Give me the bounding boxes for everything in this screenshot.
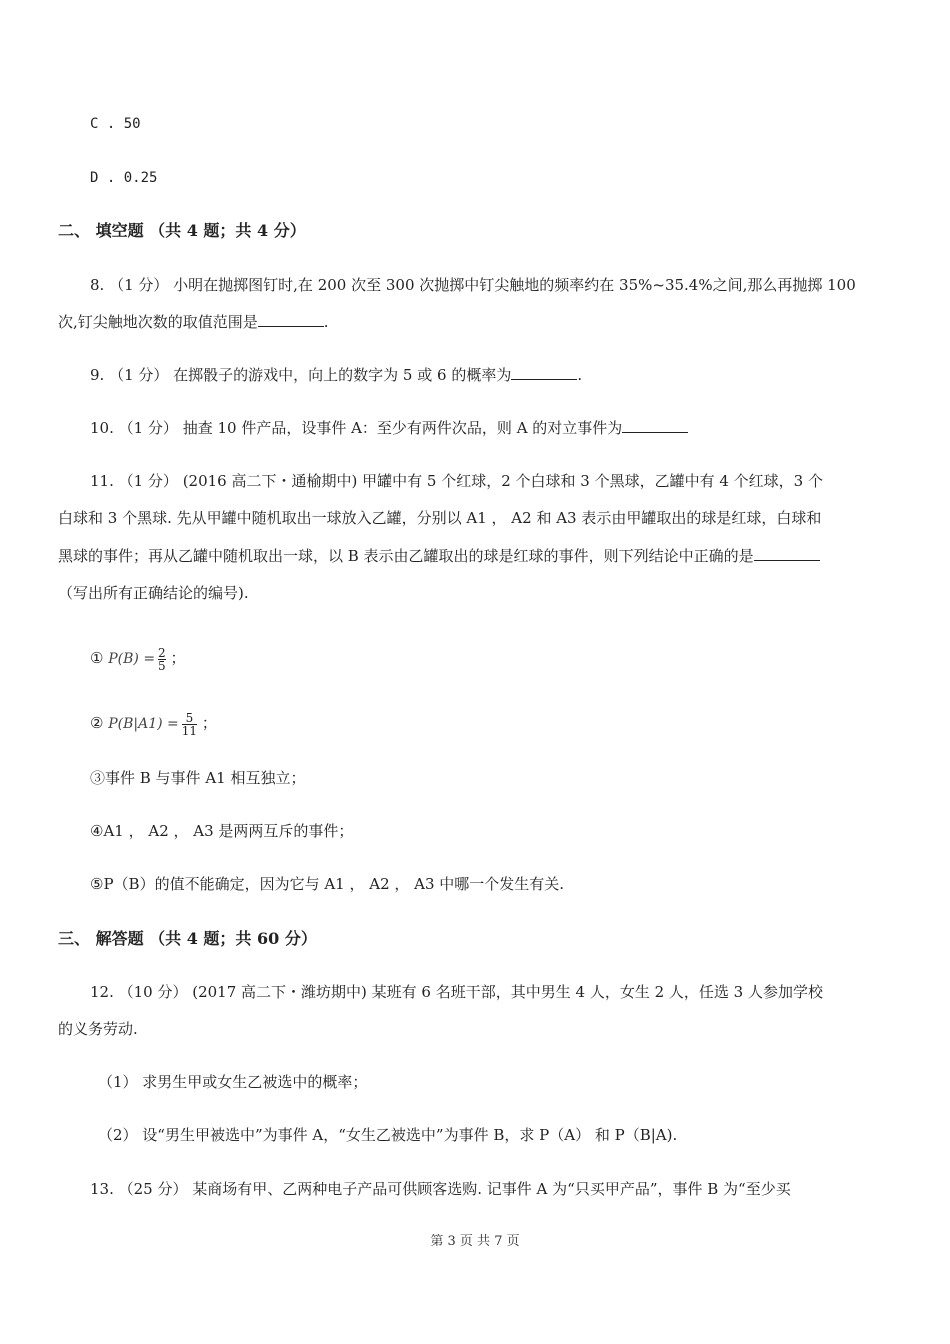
question-8-text: 次,钉尖触地次数的取值范围是 [58, 313, 258, 331]
statement-4: ④A1 ， A2 ， A3 是两两互斥的事件； [90, 822, 354, 840]
fraction [158, 647, 166, 672]
question-12-line-1: 12. （10 分） (2017 高二下・潍坊期中) 某班有 6 名班干部，其中男生 4 人，女生 2 人，任选 3 人参加学校 [90, 983, 823, 1001]
fraction [182, 712, 197, 737]
question-11-line-3 [58, 546, 820, 566]
statement-3: ③事件 B 与事件 A1 相互独立； [90, 769, 306, 787]
question-11-text: 黑球的事件；再从乙罐中随机取出一球，以 B 表示由乙罐取出的球是红球的事件，则下列结论中正确的是 [58, 547, 754, 565]
question-8-end: . [323, 313, 329, 331]
question-8-line-2 [58, 312, 329, 332]
question-11-line-1: 11. （1 分） (2016 高二下・通榆期中) 甲罐中有 5 个红球，2 个白球和 3 个黑球，乙罐中有 4 个红球，3 个 [90, 472, 823, 490]
answer-blank [754, 546, 820, 561]
option-c: C . 50 [90, 116, 141, 132]
statement-1-formula: P(B) = [108, 651, 156, 667]
question-11-line-4: （写出所有正确结论的编号). [58, 584, 249, 602]
answer-blank [258, 312, 324, 327]
statement-1-end: ； [170, 649, 186, 667]
statement-2-number: ② [90, 714, 104, 732]
answer-blank [622, 418, 688, 433]
statement-1-number: ① [90, 649, 104, 667]
section-title-fill-in: 二、 填空题 （共 4 题；共 4 分） [58, 221, 306, 240]
question-11-line-2: 白球和 3 个黑球. 先从甲罐中随机取出一球放入乙罐，分别以 A1 ， A2 和 A3 表示由甲罐取出的球是红球，白球和 [58, 509, 822, 527]
question-13-line-1: 13. （25 分） 某商场有甲、乙两种电子产品可供顾客选购. 记事件 A 为“只买甲产品”，事件 B 为“至少买 [90, 1180, 791, 1198]
question-9-end: . [577, 366, 583, 384]
fraction-numerator: 5 [185, 710, 194, 725]
statement-2 [90, 709, 217, 738]
statement-5: ⑤P（B）的值不能确定，因为它与 A1 ， A2 ， A3 中哪一个发生有关. [90, 875, 565, 893]
question-12-line-2: 的义务劳动. [58, 1020, 138, 1038]
question-8-line-1: 8. （1 分） 小明在抛掷图钉时,在 200 次至 300 次抛掷中钉尖触地的频率约在 35%~35.4%之间,那么再抛掷 100 [90, 276, 856, 294]
statement-2-formula: P(B|A1) = [108, 716, 179, 732]
fraction-denominator: 5 [158, 658, 166, 673]
question-9 [90, 365, 582, 385]
question-9-text: 9. （1 分） 在掷骰子的游戏中，向上的数字为 5 或 6 的概率为 [90, 366, 512, 384]
statement-1 [90, 644, 185, 673]
fraction-denominator: 11 [181, 723, 198, 738]
question-10-text: 10. （1 分） 抽查 10 件产品，设事件 A：至少有两件次品，则 A 的对立事件为 [90, 419, 623, 437]
fraction-numerator: 2 [158, 645, 166, 660]
page-footer: 第 3 页 共 7 页 [430, 1234, 520, 1249]
section-title-answer: 三、 解答题 （共 4 题；共 60 分） [58, 929, 317, 948]
question-12-part-2: （2） 设“男生甲被选中”为事件 A，“女生乙被选中”为事件 B，求 P（A） 和 P（B|A). [98, 1126, 678, 1144]
answer-blank [511, 365, 577, 380]
question-12-part-1: （1） 求男生甲或女生乙被选中的概率； [98, 1073, 368, 1091]
option-d: D . 0.25 [90, 170, 158, 186]
statement-2-end: ； [201, 714, 217, 732]
question-10 [90, 418, 688, 438]
